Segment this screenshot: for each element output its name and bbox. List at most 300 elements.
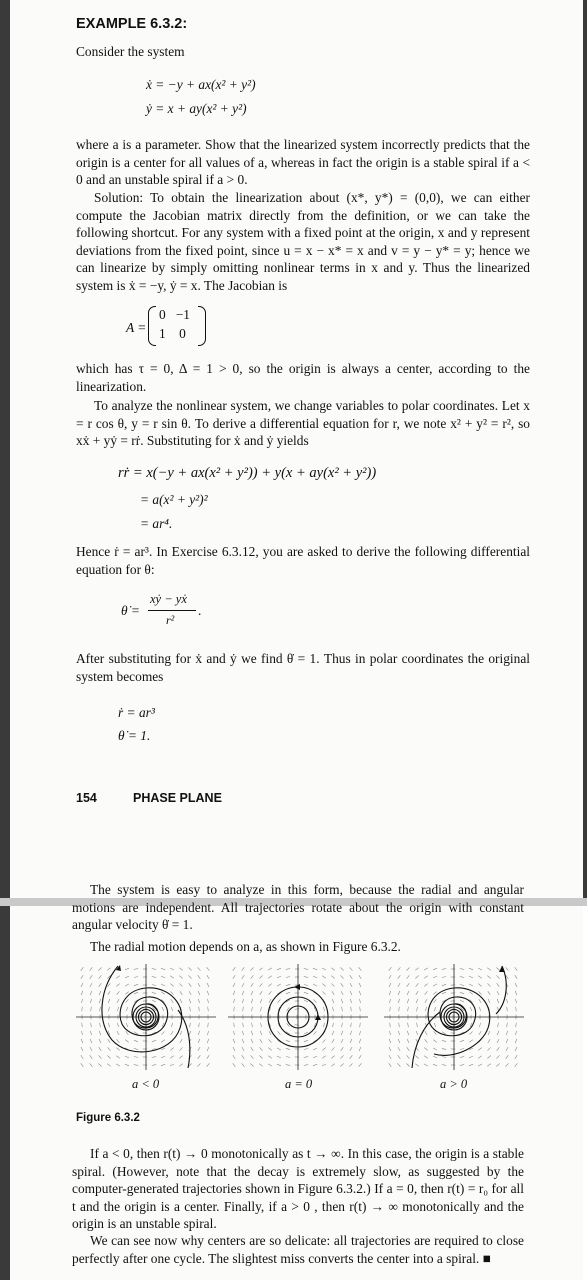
direction-tick bbox=[117, 1023, 118, 1027]
direction-tick bbox=[424, 1064, 428, 1066]
direction-tick bbox=[208, 1007, 209, 1011]
direction-tick bbox=[189, 983, 192, 987]
direction-tick bbox=[407, 1031, 408, 1035]
direction-tick bbox=[313, 968, 317, 969]
direction-tick bbox=[179, 1056, 182, 1059]
direction-tick bbox=[407, 991, 409, 995]
direction-tick bbox=[498, 1007, 499, 1011]
direction-tick bbox=[99, 975, 102, 978]
direction-tick bbox=[198, 991, 200, 995]
direction-tick bbox=[433, 1056, 437, 1058]
direction-tick bbox=[251, 1039, 253, 1043]
direction-tick bbox=[469, 1064, 473, 1065]
direction-tick bbox=[99, 1039, 101, 1043]
direction-tick bbox=[152, 1057, 156, 1058]
direction-tick bbox=[498, 1023, 499, 1027]
direction-tick bbox=[322, 968, 326, 970]
direction-tick bbox=[277, 984, 281, 986]
direction-tick bbox=[341, 1039, 343, 1043]
direction-tick bbox=[242, 1047, 244, 1051]
direction-tick bbox=[516, 999, 517, 1003]
direction-tick bbox=[125, 1040, 128, 1043]
direction-tick bbox=[398, 975, 401, 979]
direction-tick bbox=[251, 1031, 252, 1035]
direction-tick bbox=[252, 1023, 253, 1027]
direction-tick bbox=[251, 999, 252, 1003]
caption-center: a = 0 bbox=[285, 1077, 313, 1091]
direction-tick bbox=[313, 1048, 317, 1050]
direction-tick bbox=[331, 968, 335, 971]
direction-tick bbox=[313, 984, 317, 986]
direction-tick bbox=[134, 1048, 138, 1049]
direction-tick bbox=[90, 991, 92, 995]
direction-tick bbox=[433, 976, 437, 978]
direction-tick bbox=[478, 1064, 482, 1066]
direction-tick bbox=[515, 967, 518, 970]
polar-system-2: θ̇ = 1. bbox=[118, 728, 151, 743]
direction-tick bbox=[515, 1047, 517, 1051]
phase-portrait-stable-spiral bbox=[76, 964, 216, 1070]
phase-portrait-stable-svg bbox=[76, 964, 216, 1070]
direction-tick bbox=[425, 991, 428, 994]
direction-tick bbox=[100, 1023, 101, 1027]
direction-tick bbox=[99, 1031, 100, 1035]
direction-tick bbox=[340, 1064, 343, 1067]
direction-tick bbox=[314, 1031, 317, 1034]
direction-tick bbox=[234, 999, 235, 1003]
direction-tick bbox=[90, 967, 93, 970]
direction-tick bbox=[515, 975, 517, 979]
direction-tick bbox=[81, 975, 83, 979]
direction-tick bbox=[479, 1023, 480, 1027]
direction-tick bbox=[460, 985, 464, 986]
direction-tick bbox=[107, 1064, 110, 1067]
direction-tick bbox=[350, 999, 351, 1003]
direction-tick bbox=[251, 1047, 254, 1051]
direction-tick bbox=[98, 1064, 101, 1067]
direction-tick bbox=[497, 1047, 500, 1051]
direction-tick bbox=[433, 968, 437, 970]
direction-tick bbox=[398, 983, 400, 987]
direction-tick bbox=[407, 983, 410, 987]
direction-tick bbox=[350, 1055, 353, 1059]
direction-tick bbox=[496, 968, 499, 971]
direction-tick bbox=[251, 983, 254, 987]
direction-tick bbox=[469, 976, 473, 978]
direction-tick bbox=[242, 1039, 244, 1043]
direction-tick bbox=[515, 1039, 517, 1043]
direction-tick bbox=[242, 975, 245, 979]
direction-tick bbox=[304, 1032, 308, 1034]
direction-tick bbox=[260, 983, 263, 986]
direction-tick bbox=[125, 984, 129, 986]
direction-tick bbox=[242, 983, 244, 987]
direction-tick bbox=[198, 967, 201, 970]
direction-tick bbox=[407, 1039, 409, 1043]
direction-tick bbox=[398, 991, 400, 995]
direction-tick bbox=[82, 1023, 83, 1027]
direction-tick bbox=[116, 976, 120, 979]
paragraph-easy: The system is easy to analyze in this form, because the radial and angular motions are independent. All trajectories rotate about the origin with constant angular velocity θ̇ = 1. bbox=[72, 882, 524, 933]
direction-tick bbox=[341, 975, 344, 978]
direction-tick bbox=[152, 1065, 156, 1066]
direction-tick bbox=[161, 976, 165, 978]
direction-tick bbox=[515, 991, 517, 995]
direction-tick bbox=[390, 1031, 391, 1035]
direction-tick bbox=[434, 1023, 436, 1027]
direction-tick bbox=[242, 1063, 245, 1066]
direction-tick bbox=[208, 1023, 209, 1027]
direction-tick bbox=[323, 991, 326, 994]
direction-tick bbox=[108, 983, 111, 986]
direction-tick bbox=[433, 1040, 436, 1043]
direction-tick bbox=[180, 991, 182, 995]
jacobian-row-2: 1 0 bbox=[159, 326, 186, 341]
direction-tick bbox=[233, 1039, 235, 1043]
direction-tick bbox=[478, 968, 482, 970]
direction-tick bbox=[497, 983, 500, 987]
direction-tick bbox=[359, 967, 362, 970]
direction-tick bbox=[170, 968, 174, 970]
direction-tick bbox=[108, 1047, 111, 1050]
direction-tick bbox=[407, 975, 410, 978]
direction-tick bbox=[90, 983, 92, 987]
direction-tick bbox=[126, 1007, 128, 1011]
direction-tick bbox=[460, 1049, 464, 1050]
intro-text: Consider the system bbox=[76, 44, 185, 59]
caption-stable: a < 0 bbox=[132, 1077, 160, 1091]
direction-tick bbox=[322, 1056, 326, 1058]
direction-tick bbox=[350, 983, 352, 987]
paragraph-polar: To analyze the nonlinear system, we change variables to polar coordinates. Let x = r cos θ, y = r sin θ. To derive a differential equation for r, we note x² + y² = r², so xẋ + yẏ = rṙ. Substituting for ẋ and ẏ yields bbox=[76, 398, 530, 449]
direction-tick bbox=[268, 1064, 272, 1066]
direction-tick bbox=[460, 1000, 464, 1002]
direction-tick bbox=[277, 1048, 281, 1050]
direction-tick bbox=[268, 968, 272, 970]
direction-tick bbox=[442, 1048, 446, 1049]
direction-tick bbox=[242, 967, 245, 970]
direction-tick bbox=[208, 1031, 209, 1035]
direction-tick bbox=[260, 999, 262, 1003]
direction-tick bbox=[416, 991, 418, 995]
direction-tick bbox=[190, 1007, 191, 1011]
direction-tick bbox=[333, 1007, 334, 1011]
direction-tick bbox=[488, 983, 491, 986]
direction-tick bbox=[180, 999, 182, 1003]
direction-tick bbox=[117, 1007, 118, 1011]
direction-tick bbox=[433, 992, 436, 995]
direction-tick bbox=[390, 1023, 391, 1027]
direction-tick bbox=[332, 991, 334, 995]
direction-tick bbox=[424, 1048, 427, 1051]
direction-tick bbox=[134, 984, 138, 985]
direction-tick bbox=[260, 1047, 263, 1050]
direction-tick bbox=[81, 1063, 84, 1067]
direction-tick bbox=[152, 977, 156, 978]
direction-tick bbox=[189, 975, 192, 978]
direction-tick bbox=[506, 1031, 507, 1035]
direction-tick bbox=[233, 983, 235, 987]
direction-tick bbox=[179, 968, 183, 971]
direction-tick bbox=[161, 984, 165, 986]
direction-tick bbox=[286, 1065, 290, 1066]
direction-tick bbox=[189, 999, 191, 1003]
direction-tick bbox=[350, 1039, 352, 1043]
direction-tick bbox=[268, 984, 271, 987]
direction-tick bbox=[170, 1064, 174, 1066]
direction-tick bbox=[81, 1055, 83, 1059]
direction-tick bbox=[233, 991, 235, 995]
direction-tick bbox=[109, 1023, 110, 1027]
direction-tick bbox=[99, 1047, 102, 1051]
direction-tick bbox=[416, 1031, 418, 1035]
direction-tick bbox=[488, 1039, 490, 1043]
direction-tick bbox=[304, 1000, 308, 1002]
direction-tick bbox=[286, 977, 290, 978]
direction-tick bbox=[207, 967, 210, 970]
direction-tick bbox=[389, 975, 391, 979]
direction-tick bbox=[268, 1056, 272, 1059]
direction-tick bbox=[117, 1031, 119, 1035]
direction-tick bbox=[425, 1007, 426, 1011]
direction-tick bbox=[198, 983, 200, 987]
direction-tick bbox=[322, 1064, 326, 1066]
direction-tick bbox=[234, 1007, 235, 1011]
direction-tick bbox=[125, 968, 129, 970]
direction-tick bbox=[171, 991, 174, 994]
direction-tick bbox=[442, 984, 446, 985]
direction-tick bbox=[261, 1023, 262, 1027]
direction-tick bbox=[322, 976, 326, 978]
direction-tick bbox=[389, 1063, 392, 1067]
direction-tick bbox=[415, 976, 418, 979]
direction-tick bbox=[250, 968, 253, 971]
derivation-line-1: rṙ = x(−y + ax(x² + y²)) + y(x + ay(x² + y²)) bbox=[118, 465, 377, 481]
direction-tick bbox=[162, 1007, 164, 1011]
page-number: 154 bbox=[76, 791, 97, 805]
direction-tick bbox=[398, 1055, 401, 1059]
direction-tick bbox=[251, 975, 254, 978]
direction-tick bbox=[340, 968, 343, 971]
direction-tick bbox=[90, 1055, 93, 1059]
direction-tick bbox=[407, 999, 408, 1003]
direction-tick bbox=[107, 1056, 110, 1059]
direction-tick bbox=[415, 968, 418, 971]
direction-tick bbox=[350, 967, 353, 970]
direction-tick bbox=[417, 1023, 418, 1027]
direction-tick bbox=[515, 1055, 517, 1059]
direction-tick bbox=[268, 976, 272, 979]
direction-tick bbox=[359, 1039, 361, 1043]
direction-tick bbox=[487, 968, 491, 971]
direction-tick bbox=[389, 967, 392, 971]
direction-tick bbox=[434, 1031, 437, 1034]
direction-tick bbox=[208, 999, 209, 1003]
direction-tick bbox=[242, 1055, 245, 1059]
direction-tick bbox=[425, 1031, 427, 1035]
direction-tick bbox=[243, 1007, 244, 1011]
spiral-trajectory bbox=[496, 966, 506, 1014]
direction-tick bbox=[478, 1048, 481, 1051]
direction-tick bbox=[341, 1055, 344, 1058]
direction-tick bbox=[82, 1031, 83, 1035]
direction-tick bbox=[460, 969, 464, 970]
direction-tick bbox=[389, 983, 391, 987]
direction-tick bbox=[179, 1064, 183, 1067]
direction-tick bbox=[323, 1007, 324, 1011]
direction-tick bbox=[359, 991, 361, 995]
direction-tick bbox=[170, 976, 174, 978]
direction-tick bbox=[323, 1023, 324, 1027]
direction-tick bbox=[269, 999, 271, 1003]
derivation-line-3: = ar⁴. bbox=[140, 516, 173, 531]
derivation-line-2: = a(x² + y²)² bbox=[140, 492, 208, 507]
direction-tick bbox=[389, 1055, 391, 1059]
direction-tick bbox=[425, 1039, 428, 1042]
direction-tick bbox=[268, 1048, 271, 1051]
direction-tick bbox=[207, 1047, 209, 1051]
direction-tick bbox=[152, 969, 156, 970]
direction-tick bbox=[332, 1039, 334, 1043]
direction-tick bbox=[332, 1031, 334, 1035]
direction-tick bbox=[82, 999, 83, 1003]
direction-tick bbox=[117, 1039, 120, 1042]
direction-tick bbox=[497, 975, 500, 978]
paragraph-radial: The radial motion depends on a, as shown in Figure 6.3.2. bbox=[90, 939, 401, 954]
direction-tick bbox=[251, 991, 253, 995]
direction-tick bbox=[259, 968, 262, 971]
direction-tick bbox=[207, 975, 209, 979]
jacobian-matrix bbox=[148, 306, 206, 346]
direction-tick bbox=[304, 992, 308, 993]
direction-tick bbox=[350, 991, 352, 995]
direction-tick bbox=[170, 984, 173, 987]
direction-tick bbox=[351, 1007, 352, 1011]
direction-tick bbox=[304, 1057, 308, 1058]
direction-tick bbox=[304, 985, 308, 986]
paragraph-solution: Solution: To obtain the linearization about (x*, y*) = (0,0), we can either compute the Jacobian matrix directly from the definition, or we can take the following shortcut. For any system with a fixed point at the origin, x and y represent deviations from the fixed point, since u = x − x* = x and v = y − y* = y; hence we can linearize by simply omitting nonlinear terms in x and y. Thus the linearized system is ẋ = −y, ẏ = x. The Jacobian is bbox=[76, 190, 530, 293]
direction-tick bbox=[350, 1063, 353, 1066]
direction-tick bbox=[134, 977, 138, 978]
caption-unstable: a > 0 bbox=[440, 1077, 468, 1091]
direction-tick bbox=[304, 1065, 308, 1066]
direction-tick bbox=[322, 1048, 325, 1051]
direction-tick bbox=[333, 1023, 334, 1027]
direction-tick bbox=[199, 1007, 200, 1011]
direction-tick bbox=[189, 1031, 191, 1035]
direction-tick bbox=[109, 1007, 110, 1011]
direction-tick bbox=[469, 1040, 473, 1043]
direction-tick bbox=[506, 1047, 508, 1051]
direction-tick bbox=[90, 1039, 92, 1043]
direction-tick bbox=[341, 983, 344, 987]
direction-tick bbox=[207, 1039, 209, 1043]
direction-tick bbox=[125, 976, 129, 978]
direction-tick bbox=[341, 1047, 344, 1051]
direction-tick bbox=[180, 1031, 182, 1035]
direction-tick bbox=[406, 968, 409, 971]
direction-tick bbox=[125, 1056, 129, 1058]
direction-tick bbox=[398, 1063, 401, 1066]
direction-tick bbox=[286, 969, 290, 970]
direction-tick bbox=[152, 1000, 156, 1002]
direction-tick bbox=[81, 983, 83, 987]
direction-tick bbox=[161, 1040, 165, 1043]
direction-tick bbox=[408, 1023, 409, 1027]
direction-tick bbox=[286, 1048, 290, 1049]
direction-tick bbox=[360, 999, 361, 1003]
direction-tick bbox=[398, 1047, 400, 1051]
direction-tick bbox=[350, 1047, 352, 1051]
direction-tick bbox=[314, 999, 317, 1002]
direction-tick bbox=[488, 1031, 490, 1035]
theta-eq-numerator: xẏ − yẋ bbox=[150, 592, 187, 606]
direction-tick bbox=[434, 1007, 436, 1011]
direction-tick bbox=[99, 1055, 102, 1058]
direction-tick bbox=[98, 968, 101, 971]
direction-tick bbox=[286, 1057, 290, 1058]
direction-tick bbox=[507, 1023, 508, 1027]
direction-tick bbox=[416, 999, 418, 1003]
jacobian-label: A = bbox=[126, 320, 147, 335]
direction-tick bbox=[259, 976, 262, 979]
direction-tick bbox=[199, 1023, 200, 1027]
direction-tick bbox=[277, 976, 281, 978]
direction-tick bbox=[295, 1025, 299, 1026]
direction-tick bbox=[350, 1031, 351, 1035]
direction-tick bbox=[242, 991, 244, 995]
direction-tick bbox=[108, 999, 110, 1003]
direction-tick bbox=[234, 1031, 235, 1035]
direction-tick bbox=[180, 983, 183, 986]
direction-tick bbox=[442, 1057, 446, 1058]
phase-portrait-unstable-spiral bbox=[384, 964, 524, 1070]
direction-tick bbox=[406, 1064, 409, 1067]
direction-tick bbox=[460, 992, 464, 993]
direction-tick bbox=[425, 999, 427, 1003]
direction-tick bbox=[424, 1056, 428, 1059]
direction-tick bbox=[252, 1007, 253, 1011]
direction-tick bbox=[286, 984, 290, 985]
figure-label: Figure 6.3.2 bbox=[76, 1112, 140, 1124]
direction-tick bbox=[350, 975, 353, 979]
direction-tick bbox=[234, 1023, 235, 1027]
direction-tick bbox=[313, 1064, 317, 1065]
direction-tick bbox=[424, 968, 428, 970]
direction-tick bbox=[207, 1063, 210, 1066]
direction-tick bbox=[207, 983, 209, 987]
direction-tick bbox=[424, 984, 427, 987]
direction-tick bbox=[487, 976, 490, 979]
direction-tick bbox=[286, 992, 290, 994]
direction-tick bbox=[407, 1047, 410, 1051]
phase-portrait-center-svg bbox=[228, 964, 368, 1070]
direction-tick bbox=[90, 1063, 93, 1066]
direction-tick bbox=[82, 1007, 83, 1011]
direction-tick bbox=[342, 1007, 343, 1011]
direction-tick bbox=[90, 1031, 91, 1035]
direction-tick bbox=[506, 1039, 508, 1043]
direction-tick bbox=[479, 999, 481, 1003]
direction-tick bbox=[161, 1064, 165, 1065]
direction-tick bbox=[81, 991, 83, 995]
direction-tick bbox=[516, 1023, 517, 1027]
direction-tick bbox=[198, 1063, 201, 1066]
direction-tick bbox=[398, 967, 401, 970]
direction-tick bbox=[161, 1048, 165, 1050]
direction-tick bbox=[390, 1007, 391, 1011]
direction-tick bbox=[478, 984, 481, 987]
